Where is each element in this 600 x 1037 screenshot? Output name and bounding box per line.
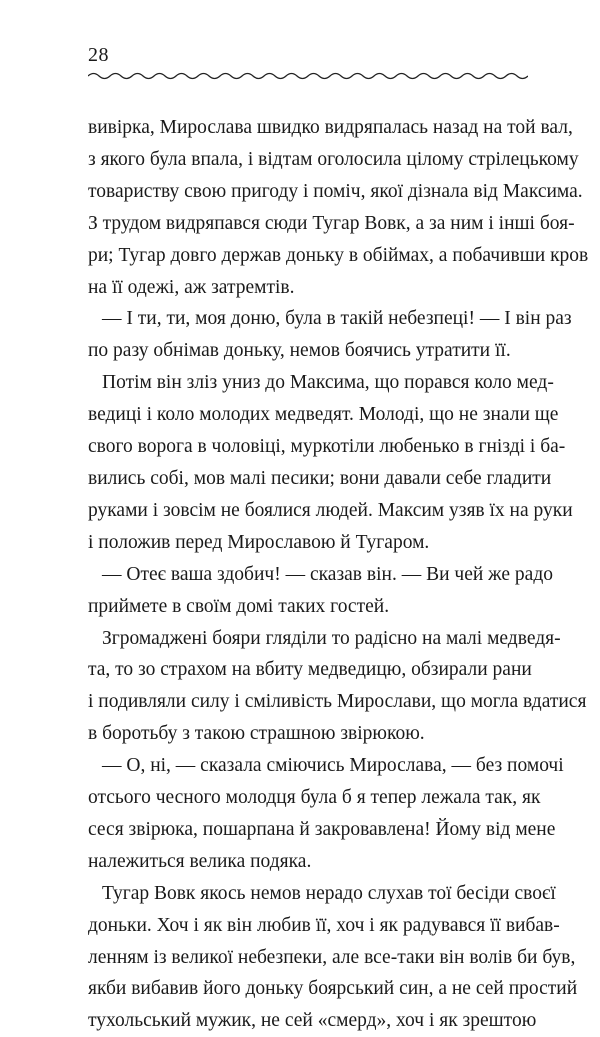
text-line: належиться велика подяка.: [88, 850, 312, 872]
text-line: — І ти, ти, моя доню, була в такій небезпеці! — І він раз: [102, 308, 572, 330]
text-line: ри; Тугар довго держав доньку в обіймах, а побачивши кров: [88, 244, 589, 266]
text-line: і положив перед Мирославою й Тугаром.: [88, 531, 430, 553]
text-line: свого ворога в чоловіці, муркотіли любенько в гнізді і ба-: [88, 436, 566, 458]
text-line: З трудом видряпався сюди Тугар Вовк, а за ним і інші боя-: [88, 212, 575, 234]
text-line: та, то зо страхом на вбиту медведицю, обзирали рани: [88, 659, 532, 681]
text-line: Згромаджені бояри гляділи то радісно на малі медведя-: [102, 627, 561, 649]
text-line: доньки. Хоч і як він любив її, хоч і як радувався її вибав-: [88, 914, 560, 936]
text-line: вились собі, мов малі песики; вони давали себе гладити: [88, 467, 552, 489]
body-text: [88, 112, 589, 1037]
text-line: ленням із великої небезпеки, але все-таки він волів би був,: [88, 946, 576, 968]
text-line: якби вибавив його доньку боярський син, а не сей простий: [88, 978, 578, 1000]
text-line: і подивляли силу і сміливість Мирослави, що могла вдатися: [88, 691, 587, 713]
text-line: в боротьбу з такою страшною звірюкою.: [88, 723, 425, 745]
text-line: руками і зовсім не боялися людей. Максим узяв їх на руки: [88, 499, 573, 521]
text-line: вивірка, Мирослава швидко видряпалась назад на той вал,: [88, 117, 573, 138]
text-line: товариству свою пригоду і поміч, якої дізнала від Максима.: [88, 180, 583, 202]
wave-divider: [88, 70, 528, 82]
text-line: — Отеє ваша здобич! — сказав він. — Ви чей же радо: [102, 563, 553, 585]
text-line: приймете в своїм домі таких гостей.: [88, 595, 390, 617]
text-line: сеся звірюка, пошарпана й закровавлена! Йому від мене: [88, 818, 556, 840]
text-line: на її одежі, аж затремтів.: [88, 276, 295, 298]
text-line: — О, ні, — сказала сміючись Мирослава, — без помочі: [102, 755, 564, 777]
text-line: ведиці і коло молодих медведят. Молоді, що не знали ще: [88, 404, 559, 426]
text-line: з якого була впала, і відтам оголосила цілому стрілецькому: [88, 148, 579, 170]
text-line: тухольський мужик, не сей «смерд», хоч і як зрештою: [88, 1010, 537, 1032]
text-line: по разу обнімав доньку, немов боячись утратити її.: [88, 340, 511, 362]
text-line: Потім він зліз униз до Максима, що порався коло мед-: [102, 372, 554, 394]
page-number: 28: [88, 44, 109, 66]
text-line: Тугар Вовк якось немов нерадо слухав тої бесіди своєї: [102, 882, 556, 904]
text-line: отсього чесного молодця була б я тепер лежала так, як: [88, 787, 541, 809]
